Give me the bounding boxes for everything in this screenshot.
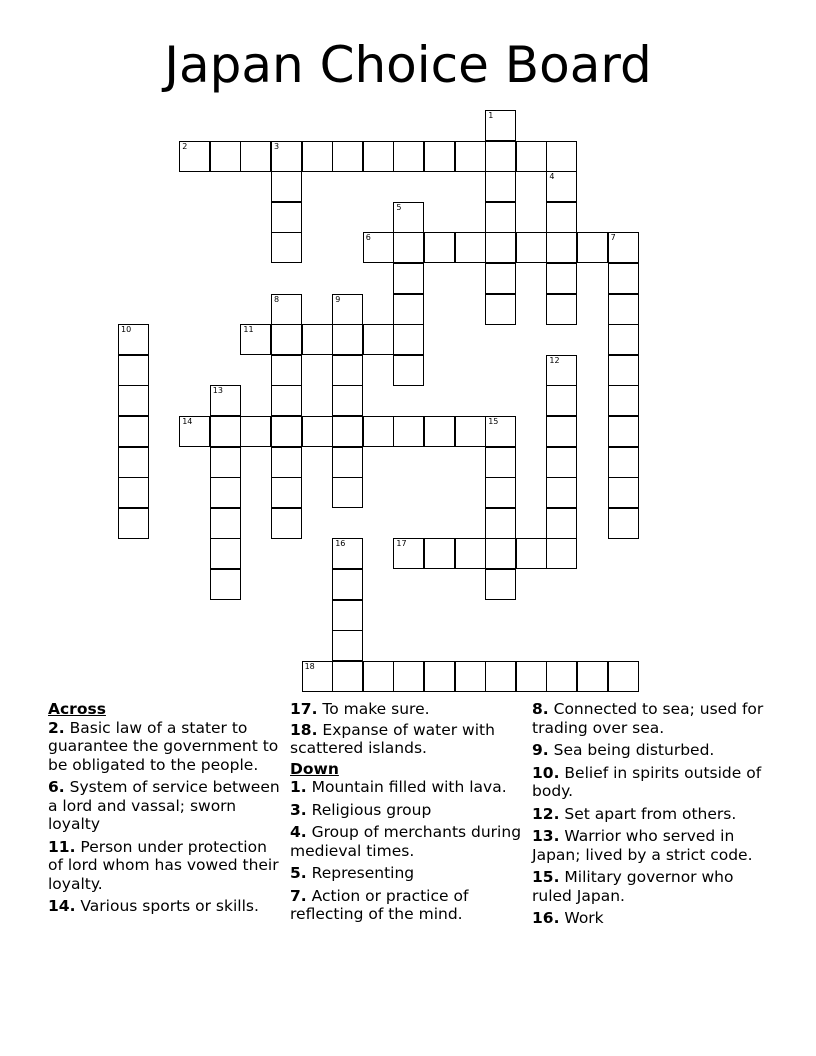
grid-cell[interactable] — [271, 477, 302, 508]
grid-cell[interactable] — [118, 324, 149, 355]
grid-cell[interactable] — [179, 416, 210, 447]
grid-cell[interactable] — [332, 600, 363, 631]
grid-cell[interactable] — [485, 538, 516, 569]
clues-column-1 — [48, 700, 286, 920]
cell-number: 16 — [335, 539, 346, 549]
grid-cell[interactable] — [332, 355, 363, 386]
grid-cell[interactable] — [546, 232, 577, 263]
grid-cell[interactable] — [118, 385, 149, 416]
grid-cell[interactable] — [332, 569, 363, 600]
grid-cell[interactable] — [210, 569, 241, 600]
grid-cell[interactable] — [608, 355, 639, 386]
grid-cell[interactable] — [577, 232, 608, 263]
grid-cell[interactable] — [393, 355, 424, 386]
grid-cell[interactable] — [455, 538, 486, 569]
grid-cell[interactable] — [332, 416, 363, 447]
grid-cell[interactable] — [363, 661, 394, 692]
grid-cell[interactable] — [608, 294, 639, 325]
grid-cell[interactable] — [210, 416, 241, 447]
grid-cell[interactable] — [271, 324, 302, 355]
grid-cell[interactable] — [393, 416, 424, 447]
grid-cell[interactable] — [210, 477, 241, 508]
grid-cell[interactable] — [424, 416, 455, 447]
grid-cell[interactable] — [332, 324, 363, 355]
grid-cell[interactable] — [546, 385, 577, 416]
grid-cell[interactable] — [608, 477, 639, 508]
grid-cell[interactable] — [485, 416, 516, 447]
grid-cell[interactable] — [516, 232, 547, 263]
cell-number: 12 — [549, 355, 560, 365]
grid-cell[interactable] — [393, 202, 424, 233]
grid-cell[interactable] — [179, 141, 210, 172]
clue-across-11: 11. Person under protection of lord whom has vowed their loyalty. — [48, 837, 279, 893]
cell-number: 14 — [182, 417, 193, 426]
grid-cell[interactable] — [332, 538, 363, 569]
grid-cell[interactable] — [271, 447, 302, 478]
grid-cell[interactable] — [118, 447, 149, 478]
cell-number: 10 — [121, 325, 132, 335]
clue-down-10: 10. Belief in spirits outside of body. — [532, 763, 762, 800]
grid-cell[interactable] — [210, 141, 241, 172]
grid-cell[interactable] — [546, 355, 577, 386]
clue-down-7: 7. Action or practice of reflecting of the mind. — [290, 886, 469, 923]
grid-cell[interactable] — [608, 661, 639, 692]
grid-cell[interactable] — [240, 141, 271, 172]
grid-cell[interactable] — [546, 263, 577, 294]
grid-cell[interactable] — [546, 294, 577, 325]
grid-cell[interactable] — [271, 508, 302, 539]
grid-cell[interactable] — [516, 141, 547, 172]
clue-across-2: 2. Basic law of a stater to guarantee the government to be obligated to the people. — [48, 718, 279, 774]
grid-cell[interactable] — [118, 508, 149, 539]
down-heading: Down — [290, 759, 339, 778]
grid-cell[interactable] — [118, 416, 149, 447]
grid-cell[interactable] — [210, 508, 241, 539]
clue-down-3: 3. Religious group — [290, 800, 432, 819]
grid-cell[interactable] — [271, 416, 302, 447]
grid-cell[interactable] — [608, 232, 639, 263]
grid-cell[interactable] — [546, 508, 577, 539]
grid-cell[interactable] — [485, 447, 516, 478]
grid-cell[interactable] — [271, 141, 302, 172]
grid-cell[interactable] — [608, 324, 639, 355]
grid-cell[interactable] — [363, 324, 394, 355]
grid-cell[interactable] — [546, 477, 577, 508]
cell-number: 2 — [182, 141, 188, 151]
cell-number: 8 — [274, 294, 280, 304]
cell-number: 13 — [212, 386, 223, 396]
grid-cell[interactable] — [363, 232, 394, 263]
grid-cell[interactable] — [485, 232, 516, 263]
cell-number: 6 — [365, 233, 371, 243]
clues-column-2 — [290, 700, 525, 928]
grid-cell[interactable] — [393, 538, 424, 569]
clue-down-12: 12. Set apart from others. — [532, 804, 737, 823]
page-title: Japan Choice Board — [164, 36, 652, 94]
grid-cell[interactable] — [546, 661, 577, 692]
grid-cell[interactable] — [302, 661, 333, 692]
grid-cell[interactable] — [546, 447, 577, 478]
grid-cell[interactable] — [485, 661, 516, 692]
grid-cell[interactable] — [332, 294, 363, 325]
grid-cell[interactable] — [546, 202, 577, 233]
grid-cell[interactable] — [302, 141, 333, 172]
clue-across-6: 6. System of service between a lord and vassal; sworn loyalty — [48, 778, 280, 833]
grid-cell[interactable] — [516, 538, 547, 569]
grid-cell[interactable] — [485, 477, 516, 508]
grid-cell[interactable] — [608, 447, 639, 478]
grid-cell[interactable] — [608, 508, 639, 539]
grid-cell[interactable] — [210, 447, 241, 478]
clue-across-18: 18. Expanse of water with scattered islands. — [290, 720, 495, 757]
grid-cell[interactable] — [240, 324, 271, 355]
cell-number: 9 — [335, 294, 341, 304]
clue-down-4: 4. Group of merchants during medieval times. — [290, 823, 522, 860]
grid-cell[interactable] — [516, 661, 547, 692]
grid-cell[interactable] — [118, 355, 149, 386]
grid-cell[interactable] — [455, 232, 486, 263]
clues-column-3 — [532, 700, 772, 932]
grid-cell[interactable] — [393, 661, 424, 692]
grid-cell[interactable] — [455, 661, 486, 692]
grid-cell[interactable] — [271, 232, 302, 263]
grid-cell[interactable] — [118, 477, 149, 508]
grid-cell[interactable] — [332, 141, 363, 172]
grid-cell[interactable] — [332, 447, 363, 478]
grid-cell[interactable] — [393, 263, 424, 294]
grid-cell[interactable] — [608, 263, 639, 294]
clue-down-8: 8. Connected to sea; used for trading over sea. — [532, 700, 764, 737]
grid-cell[interactable] — [424, 661, 455, 692]
clue-down-13: 13. Warrior who served in Japan; lived by a strict code. — [532, 827, 753, 864]
grid-cell[interactable] — [393, 141, 424, 172]
grid-cell[interactable] — [332, 630, 363, 661]
grid-cell[interactable] — [577, 661, 608, 692]
across-heading: Across — [48, 700, 106, 718]
grid-cell[interactable] — [363, 141, 394, 172]
cell-number: 4 — [549, 172, 555, 182]
clue-down-16: 16. Work — [532, 909, 604, 927]
grid-cell[interactable] — [424, 538, 455, 569]
cell-number: 7 — [610, 233, 616, 243]
cell-number: 1 — [488, 111, 494, 120]
grid-cell[interactable] — [271, 355, 302, 386]
grid-cell[interactable] — [332, 385, 363, 416]
grid-cell[interactable] — [424, 232, 455, 263]
grid-cell[interactable] — [271, 385, 302, 416]
clue-down-15: 15. Military governor who ruled Japan. — [532, 868, 734, 905]
grid-cell[interactable] — [393, 232, 424, 263]
grid-cell[interactable] — [271, 294, 302, 325]
cell-number: 5 — [396, 202, 402, 212]
grid-cell[interactable] — [485, 202, 516, 233]
grid-cell[interactable] — [485, 171, 516, 202]
clue-across-17: 17. To make sure. — [290, 700, 430, 718]
cell-number: 3 — [274, 141, 280, 151]
grid-cell[interactable] — [271, 202, 302, 233]
grid-cell[interactable] — [546, 141, 577, 172]
grid-cell[interactable] — [485, 263, 516, 294]
grid-cell[interactable] — [546, 171, 577, 202]
grid-cell[interactable] — [485, 569, 516, 600]
cell-number: 15 — [488, 417, 499, 426]
grid-cell[interactable] — [363, 416, 394, 447]
grid-cell[interactable] — [485, 508, 516, 539]
cell-number: 18 — [304, 661, 315, 671]
grid-cell[interactable] — [302, 416, 333, 447]
grid-cell[interactable] — [210, 538, 241, 569]
cell-number: 11 — [243, 325, 254, 335]
grid-cell[interactable] — [608, 416, 639, 447]
grid-cell[interactable] — [608, 385, 639, 416]
grid-cell[interactable] — [240, 416, 271, 447]
grid-cell[interactable] — [485, 294, 516, 325]
grid-cell[interactable] — [485, 110, 516, 141]
grid-cell[interactable] — [546, 416, 577, 447]
grid-cell[interactable] — [332, 661, 363, 692]
grid-cell[interactable] — [546, 538, 577, 569]
grid-cell[interactable] — [210, 385, 241, 416]
grid-cell[interactable] — [485, 141, 516, 172]
clue-down-9: 9. Sea being disturbed. — [532, 741, 715, 759]
grid-cell[interactable] — [455, 141, 486, 172]
grid-cell[interactable] — [393, 294, 424, 325]
grid-cell[interactable] — [271, 171, 302, 202]
grid-cell[interactable] — [424, 141, 455, 172]
grid-cell[interactable] — [393, 324, 424, 355]
clue-down-5: 5. Representing — [290, 864, 415, 882]
grid-cell[interactable] — [455, 416, 486, 447]
cell-number: 17 — [396, 539, 407, 549]
clue-down-1: 1. Mountain filled with lava. — [290, 778, 507, 796]
clue-across-14: 14. Various sports or skills. — [48, 897, 259, 915]
grid-cell[interactable] — [302, 324, 333, 355]
grid-cell[interactable] — [332, 477, 363, 508]
